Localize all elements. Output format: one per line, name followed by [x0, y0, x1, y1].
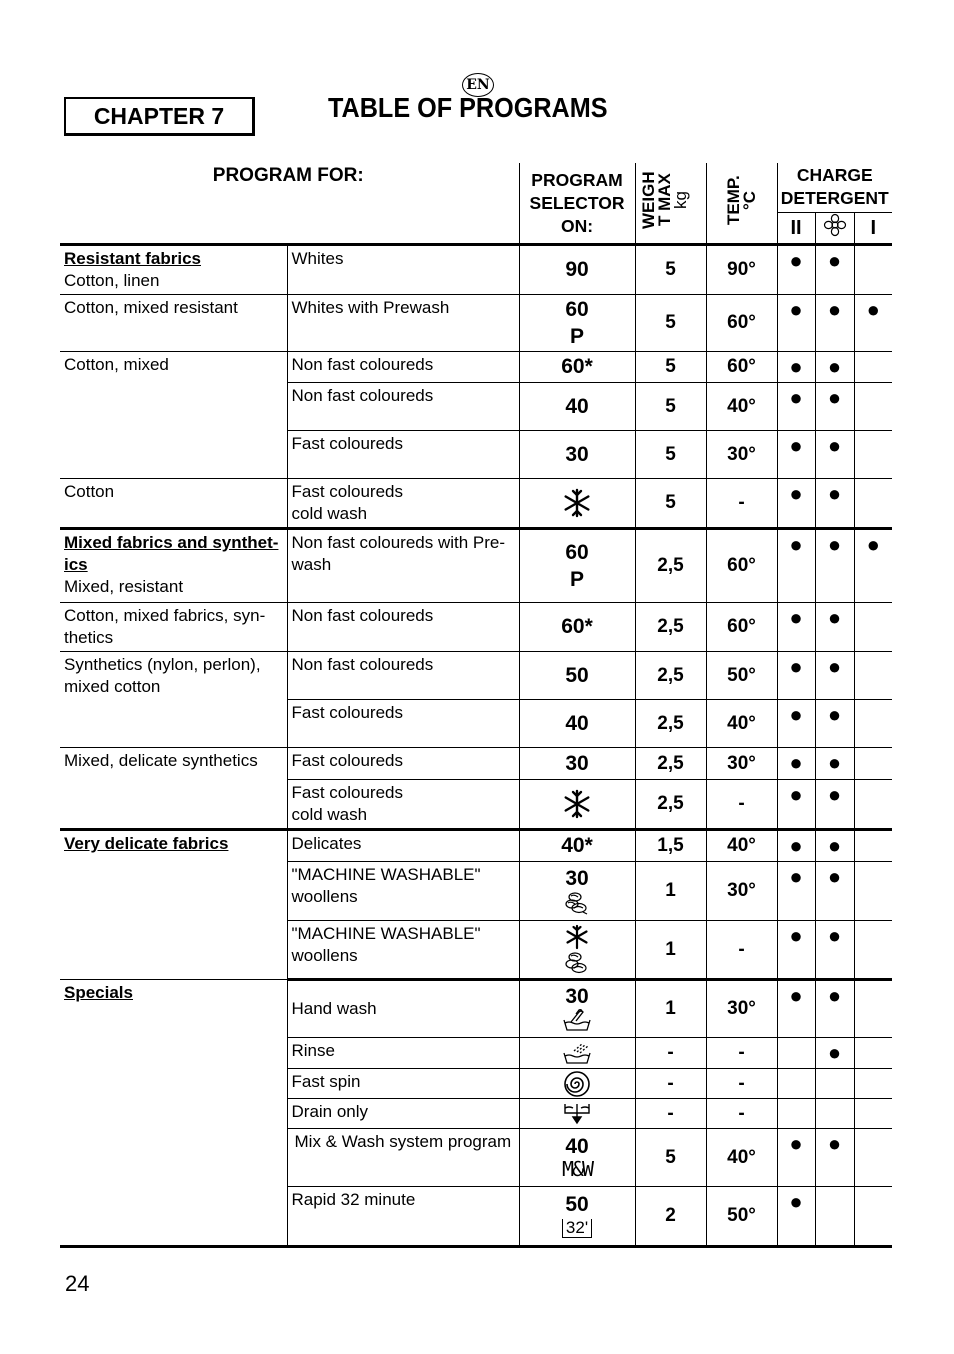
weight-cell: 2,5: [635, 748, 706, 780]
temp-cell: 60°: [706, 603, 777, 652]
table-row: [60, 295, 892, 352]
weight-header: WEIGH T MAX kg: [635, 163, 706, 245]
snowflake-wool-icon: [519, 921, 635, 980]
temp-cell: 40°: [706, 383, 777, 431]
weight-cell: 2,5: [635, 603, 706, 652]
programs-table: [60, 163, 892, 1248]
detergent-i-cell: ●: [854, 295, 892, 352]
temp-cell: 50°: [706, 652, 777, 700]
rapid-32-icon: 32': [562, 1219, 592, 1238]
program-cell: "MACHINE WASHABLE" woollens: [287, 921, 519, 980]
temp-cell: 40°: [706, 830, 777, 862]
temp-cell: -: [706, 780, 777, 830]
detergent-i-cell: [854, 980, 892, 1038]
detergent-i-cell: [854, 1129, 892, 1187]
flower-icon: [815, 212, 854, 244]
table-row: [60, 748, 892, 780]
program-cell: Non fast coloureds with Pre-wash: [287, 529, 519, 603]
selector-cell: 50 32': [519, 1187, 635, 1247]
temp-header: TEMP. °C: [706, 163, 777, 245]
program-cell: Fast coloureds cold wash: [287, 479, 519, 529]
detergent-i-cell: [854, 603, 892, 652]
fabric-cell: Cotton: [60, 479, 287, 529]
program-cell: Drain only: [287, 1099, 519, 1129]
program-cell: Fast spin: [287, 1069, 519, 1099]
temp-cell: 60°: [706, 352, 777, 383]
program-cell: Non fast coloureds: [287, 603, 519, 652]
selector-cell: 60*: [519, 603, 635, 652]
detergent-flower-cell: ●: [815, 830, 854, 862]
detergent-ii-cell: ●: [777, 780, 815, 830]
program-cell: Non fast coloureds: [287, 383, 519, 431]
hand-wash-icon: [562, 1008, 592, 1032]
temp-cell: -: [706, 1099, 777, 1129]
detergent-i-cell: ●: [854, 529, 892, 603]
rinse-icon: [519, 1038, 635, 1069]
detergent-flower-cell: ●: [815, 652, 854, 700]
fabric-cell: Cotton, mixed resistant: [60, 295, 287, 352]
program-cell: Non fast coloureds: [287, 352, 519, 383]
selector-cell: 30: [519, 980, 635, 1038]
program-cell: Fast coloureds: [287, 748, 519, 780]
detergent-ii-cell: ●: [777, 352, 815, 383]
detergent-i-cell: [854, 1187, 892, 1247]
detergent-ii-cell: ●: [777, 700, 815, 748]
temp-cell: 40°: [706, 1129, 777, 1187]
weight-cell: 1,5: [635, 830, 706, 862]
detergent-i-cell: [854, 700, 892, 748]
temp-cell: -: [706, 1069, 777, 1099]
program-for-header: PROGRAM FOR:: [60, 163, 519, 245]
detergent-i-cell: [854, 245, 892, 295]
detergent-i-cell: [854, 780, 892, 830]
detergent-flower-cell: ●: [815, 529, 854, 603]
weight-cell: 5: [635, 479, 706, 529]
temp-cell: 30°: [706, 748, 777, 780]
program-cell: Delicates: [287, 830, 519, 862]
detergent-ii-cell: [777, 1038, 815, 1069]
wool-icon: [563, 891, 591, 915]
selector-header: PROGRAM SELECTOR ON:: [519, 163, 635, 245]
selector-cell: 60 P: [519, 529, 635, 603]
weight-cell: 2: [635, 1187, 706, 1247]
temp-cell: 50°: [706, 1187, 777, 1247]
detergent-i-cell: [854, 479, 892, 529]
weight-cell: 2,5: [635, 700, 706, 748]
program-cell: Non fast coloureds: [287, 652, 519, 700]
weight-cell: 1: [635, 862, 706, 921]
weight-cell: 2,5: [635, 780, 706, 830]
spin-icon: [519, 1069, 635, 1099]
snowflake-icon: [519, 479, 635, 529]
table-row: [60, 652, 892, 700]
weight-cell: 5: [635, 1129, 706, 1187]
weight-cell: -: [635, 1038, 706, 1069]
detergent-flower-cell: ●: [815, 700, 854, 748]
weight-cell: 1: [635, 921, 706, 980]
detergent-i-cell: [854, 1038, 892, 1069]
detergent-ii-cell: ●: [777, 529, 815, 603]
detergent-flower-cell: ●: [815, 1038, 854, 1069]
selector-cell: 60 P: [519, 295, 635, 352]
detergent-header: CHARGE DETERGENT: [777, 163, 892, 212]
program-cell: Fast coloureds: [287, 431, 519, 479]
fabric-cell: Cotton, mixed fabrics, syn-thetics: [60, 603, 287, 652]
chapter-label: CHAPTER 7: [64, 97, 255, 136]
detergent-i-cell: [854, 921, 892, 980]
detergent-ii-cell: ●: [777, 1129, 815, 1187]
detergent-flower-cell: ●: [815, 748, 854, 780]
detergent-flower-cell: ●: [815, 352, 854, 383]
weight-cell: 2,5: [635, 529, 706, 603]
selector-cell: 30: [519, 431, 635, 479]
program-cell: Whites: [287, 245, 519, 295]
detergent-ii-cell: ●: [777, 383, 815, 431]
fabric-cell: Cotton, mixed: [60, 352, 287, 479]
program-cell: Whites with Prewash: [287, 295, 519, 352]
detergent-ii-cell: ●: [777, 921, 815, 980]
detergent-flower-cell: ●: [815, 245, 854, 295]
detergent-ii-cell: ●: [777, 479, 815, 529]
selector-cell: 40*: [519, 830, 635, 862]
detergent-flower-cell: ●: [815, 479, 854, 529]
temp-cell: -: [706, 921, 777, 980]
fabric-cell: Synthetics (nylon, perlon), mixed cotton: [60, 652, 287, 748]
detergent-i-header: I: [854, 212, 892, 244]
program-cell: "MACHINE WASHABLE" woollens: [287, 862, 519, 921]
temp-cell: -: [706, 1038, 777, 1069]
fabric-cell: Resistant fabrics Cotton, linen: [60, 245, 287, 295]
detergent-ii-cell: ●: [777, 748, 815, 780]
detergent-flower-cell: ●: [815, 431, 854, 479]
selector-cell: 40: [519, 700, 635, 748]
page-number: 24: [65, 1271, 90, 1296]
temp-cell: 30°: [706, 431, 777, 479]
weight-cell: 5: [635, 431, 706, 479]
fabric-cell: Mixed fabrics and synthet-ics Mixed, resistant: [60, 529, 287, 603]
weight-cell: 2,5: [635, 652, 706, 700]
program-cell: Fast coloureds: [287, 700, 519, 748]
detergent-ii-cell: ●: [777, 295, 815, 352]
detergent-flower-cell: ●: [815, 295, 854, 352]
selector-cell: 40: [519, 383, 635, 431]
detergent-i-cell: [854, 652, 892, 700]
selector-cell: 90: [519, 245, 635, 295]
temp-cell: 60°: [706, 295, 777, 352]
header-row: [60, 163, 892, 212]
detergent-ii-cell: ●: [777, 830, 815, 862]
fabric-cell: Very delicate fabrics: [60, 830, 287, 980]
detergent-flower-cell: ●: [815, 603, 854, 652]
detergent-i-cell: [854, 862, 892, 921]
detergent-flower-cell: ●: [815, 1129, 854, 1187]
detergent-ii-cell: ●: [777, 1187, 815, 1247]
temp-cell: 30°: [706, 862, 777, 921]
detergent-flower-cell: ●: [815, 921, 854, 980]
fabric-cell: Specials: [60, 980, 287, 1247]
drain-icon: [519, 1099, 635, 1129]
program-cell: Fast coloureds cold wash: [287, 780, 519, 830]
temp-cell: 60°: [706, 529, 777, 603]
detergent-i-cell: [854, 352, 892, 383]
temp-cell: 90°: [706, 245, 777, 295]
detergent-ii-cell: ●: [777, 245, 815, 295]
selector-cell: 40 M&W: [519, 1129, 635, 1187]
detergent-flower-cell: ●: [815, 383, 854, 431]
mix-wash-label: M&W: [561, 1156, 593, 1181]
table-row: [60, 980, 892, 1038]
detergent-flower-cell: [815, 1187, 854, 1247]
table-row: [60, 603, 892, 652]
temp-cell: 30°: [706, 980, 777, 1038]
detergent-i-cell: [854, 431, 892, 479]
page-title: TABLE OF PROGRAMS: [328, 92, 608, 123]
detergent-ii-cell: ●: [777, 862, 815, 921]
weight-cell: 5: [635, 295, 706, 352]
detergent-ii-cell: ●: [777, 431, 815, 479]
detergent-ii-cell: ●: [777, 652, 815, 700]
program-cell: Rapid 32 minute: [287, 1187, 519, 1247]
weight-cell: 5: [635, 352, 706, 383]
table-row: [60, 479, 892, 529]
detergent-flower-cell: ●: [815, 980, 854, 1038]
selector-cell: 60*: [519, 352, 635, 383]
detergent-flower-cell: ●: [815, 780, 854, 830]
temp-cell: 40°: [706, 700, 777, 748]
language-badge: EN: [462, 73, 494, 97]
detergent-flower-cell: [815, 1099, 854, 1129]
table-row: [60, 830, 892, 862]
detergent-i-cell: [854, 830, 892, 862]
table-row: [60, 245, 892, 295]
detergent-ii-header: II: [777, 212, 815, 244]
selector-cell: 50: [519, 652, 635, 700]
detergent-ii-cell: ●: [777, 603, 815, 652]
program-cell: Rinse: [287, 1038, 519, 1069]
detergent-i-cell: [854, 1069, 892, 1099]
program-cell: Mix & Wash system program: [287, 1129, 519, 1187]
detergent-i-cell: [854, 748, 892, 780]
weight-cell: 5: [635, 245, 706, 295]
detergent-ii-cell: [777, 1069, 815, 1099]
snowflake-icon: [519, 780, 635, 830]
selector-cell: 30: [519, 748, 635, 780]
weight-cell: -: [635, 1069, 706, 1099]
table-row: [60, 529, 892, 603]
detergent-flower-cell: [815, 1069, 854, 1099]
weight-cell: 5: [635, 383, 706, 431]
weight-cell: 1: [635, 980, 706, 1038]
table-row: [60, 352, 892, 383]
detergent-flower-cell: ●: [815, 862, 854, 921]
detergent-i-cell: [854, 383, 892, 431]
fabric-cell: Mixed, delicate synthetics: [60, 748, 287, 830]
selector-cell: 30: [519, 862, 635, 921]
detergent-i-cell: [854, 1099, 892, 1129]
detergent-ii-cell: [777, 1099, 815, 1129]
weight-cell: -: [635, 1099, 706, 1129]
program-cell: Hand wash: [287, 980, 519, 1038]
detergent-ii-cell: ●: [777, 980, 815, 1038]
temp-cell: -: [706, 479, 777, 529]
